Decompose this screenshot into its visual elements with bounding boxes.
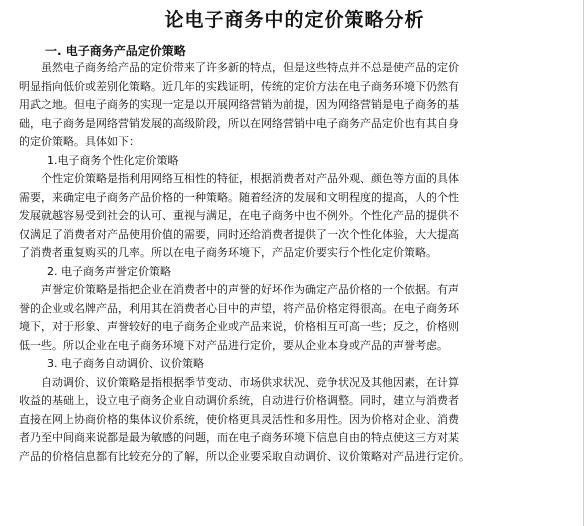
paragraph-line: 低一些。所以企业在电子商务环境下对产品进行定价，要从企业本身或产品的声誉考虑。 xyxy=(19,338,448,352)
paragraph-line: 础，电子商务是网络营销发展的高级阶段，所以在网络营销中电子商务产品定价也有其自身 xyxy=(19,116,459,130)
subsection-paragraph-reputation-pricing xyxy=(19,281,570,355)
paragraph-line: 自动调价、议价策略是指根据季节变动、市场供求状况、竞争状况及其他因素，在计算 xyxy=(41,375,459,389)
document-title: 论电子商务中的定价策略分析 xyxy=(164,9,425,31)
paragraph-line: 产品的价格信息都有比较充分的了解，所以企业要采取自动调价、议价策略对产品进行定价。 xyxy=(19,449,470,463)
paragraph-line: 收益的基础上，设立电子商务企业自动调价系统，自动进行价格调整。同时，建立与消费者 xyxy=(19,394,459,407)
paragraph-line: 直接在网上协商价格的集体议价系统，使价格更具灵活性和多用性。因为价格对企业、消费 xyxy=(19,412,459,426)
paragraph-line: 仅满足了消费者对产品使用价值的需要，同时还给消费者提供了一次个性化体验，大大提高 xyxy=(19,227,459,241)
paragraph-line: 声誉定价策略是指把企业在消费者中的声誉的好坏作为确定产品价格的一个依据。有声 xyxy=(41,283,459,296)
subsection-paragraph-auto-adjust-pricing xyxy=(19,374,570,467)
paragraph-line: 个性定价策略是指利用网络互相性的特征，根据消费者对产品外观、颜色等方面的具体 xyxy=(41,172,459,185)
section-intro-paragraph xyxy=(19,59,570,152)
subsection-heading-reputation-pricing: 2. 电子商务声誉定价策略 xyxy=(47,264,171,278)
paragraph-line: 的定价策略。具体如下： xyxy=(19,135,140,148)
paragraph-line: 誉的企业或名牌产品，利用其在消费者心目中的声望，将产品价格定得很高。在电子商务环 xyxy=(19,301,459,315)
subsection-heading-personalized-pricing: 1.电子商务个性化定价策略 xyxy=(47,153,179,167)
paragraph-line: 境下，对于形象、声誉较好的电子商务企业或产品来说，价格相互可高一些；反之，价格则 xyxy=(19,320,459,333)
subsection-heading-auto-adjust-pricing: 3. 电子商务自动调价、议价策略 xyxy=(47,357,204,370)
section-heading-pricing-strategy: 一. 电子商务产品定价策略 xyxy=(45,44,186,58)
paragraph-line: 需要，来确定电子商务产品价格的一种策略。随着经济的发展和文明程度的提高，人的个性 xyxy=(19,190,459,204)
paragraph-line: 明显指向低价或差别化策略。近几年的实践证明，传统的定价方法在电子商务环境下仍然有 xyxy=(19,79,459,93)
paragraph-line: 了消费者重复购买的几率。所以在电子商务环境下，产品定价要实行个性化定价策略。 xyxy=(19,246,437,259)
paragraph-line: 虽然电子商务给产品的定价带来了许多新的特点，但是这些特点并不总是使产品的定价 xyxy=(41,61,459,74)
paragraph-line: 用武之地。但电子商务的实现一定是以开展网络营销为前提，因为网络营销是电子商务的基 xyxy=(19,98,459,111)
subsection-paragraph-personalized-pricing xyxy=(19,170,570,263)
paragraph-line: 者乃至中间商来说都是最为敏感的问题，而在电子商务环境下信息自由的特点使这三方对某 xyxy=(19,431,459,444)
paragraph-line: 发展就越容易受到社会的认可、重视与满足，在电子商务中也不例外。个性化产品的提供不 xyxy=(19,209,459,222)
